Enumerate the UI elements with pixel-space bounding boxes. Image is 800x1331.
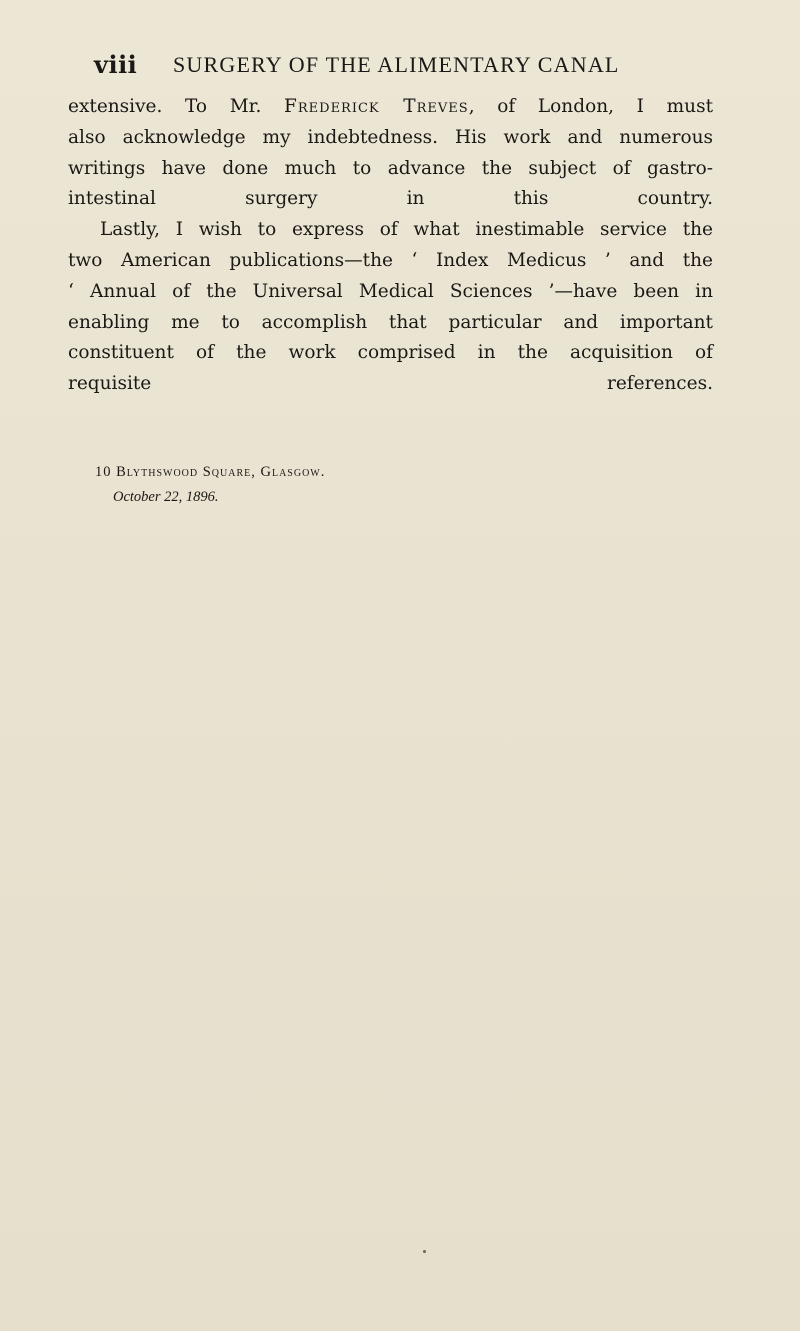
text-line: extensive. To Mr. Frederick Treves, of London, I must xyxy=(68,96,714,117)
page-header xyxy=(0,50,800,90)
text-line: intestinal surgery in this country. xyxy=(68,188,713,210)
running-title: SURGERY OF THE ALIMENTARY CANAL xyxy=(173,52,620,77)
paragraph-2 xyxy=(68,215,713,400)
signature-address: 10 Blythswood Square, Glasgow. xyxy=(95,464,326,480)
paper-speck xyxy=(423,1250,426,1253)
signature-date: October 22, 1896. xyxy=(113,489,219,505)
text-line: ‘ Annual of the Universal Medical Sciences ’—have been in xyxy=(68,280,713,302)
text-line: requisite references. xyxy=(68,373,713,395)
page-number: viii xyxy=(94,50,138,79)
signature-block xyxy=(95,460,325,510)
paragraph-1 xyxy=(68,92,713,215)
text-line: enabling me to accomplish that particular and important xyxy=(68,311,713,333)
author-name: Frederick Treves xyxy=(284,96,469,117)
text-line: two American publications—the ‘ Index Medicus ’ and the xyxy=(68,249,713,271)
body-text xyxy=(68,92,713,400)
text-line: Lastly, I wish to express of what inestimable service the xyxy=(100,219,713,241)
text-line: constituent of the work comprised in the acquisition of xyxy=(68,342,713,364)
text-line: also acknowledge my indebtedness. His work and numerous xyxy=(68,126,713,148)
text-line: writings have done much to advance the subject of gastro- xyxy=(68,157,713,179)
